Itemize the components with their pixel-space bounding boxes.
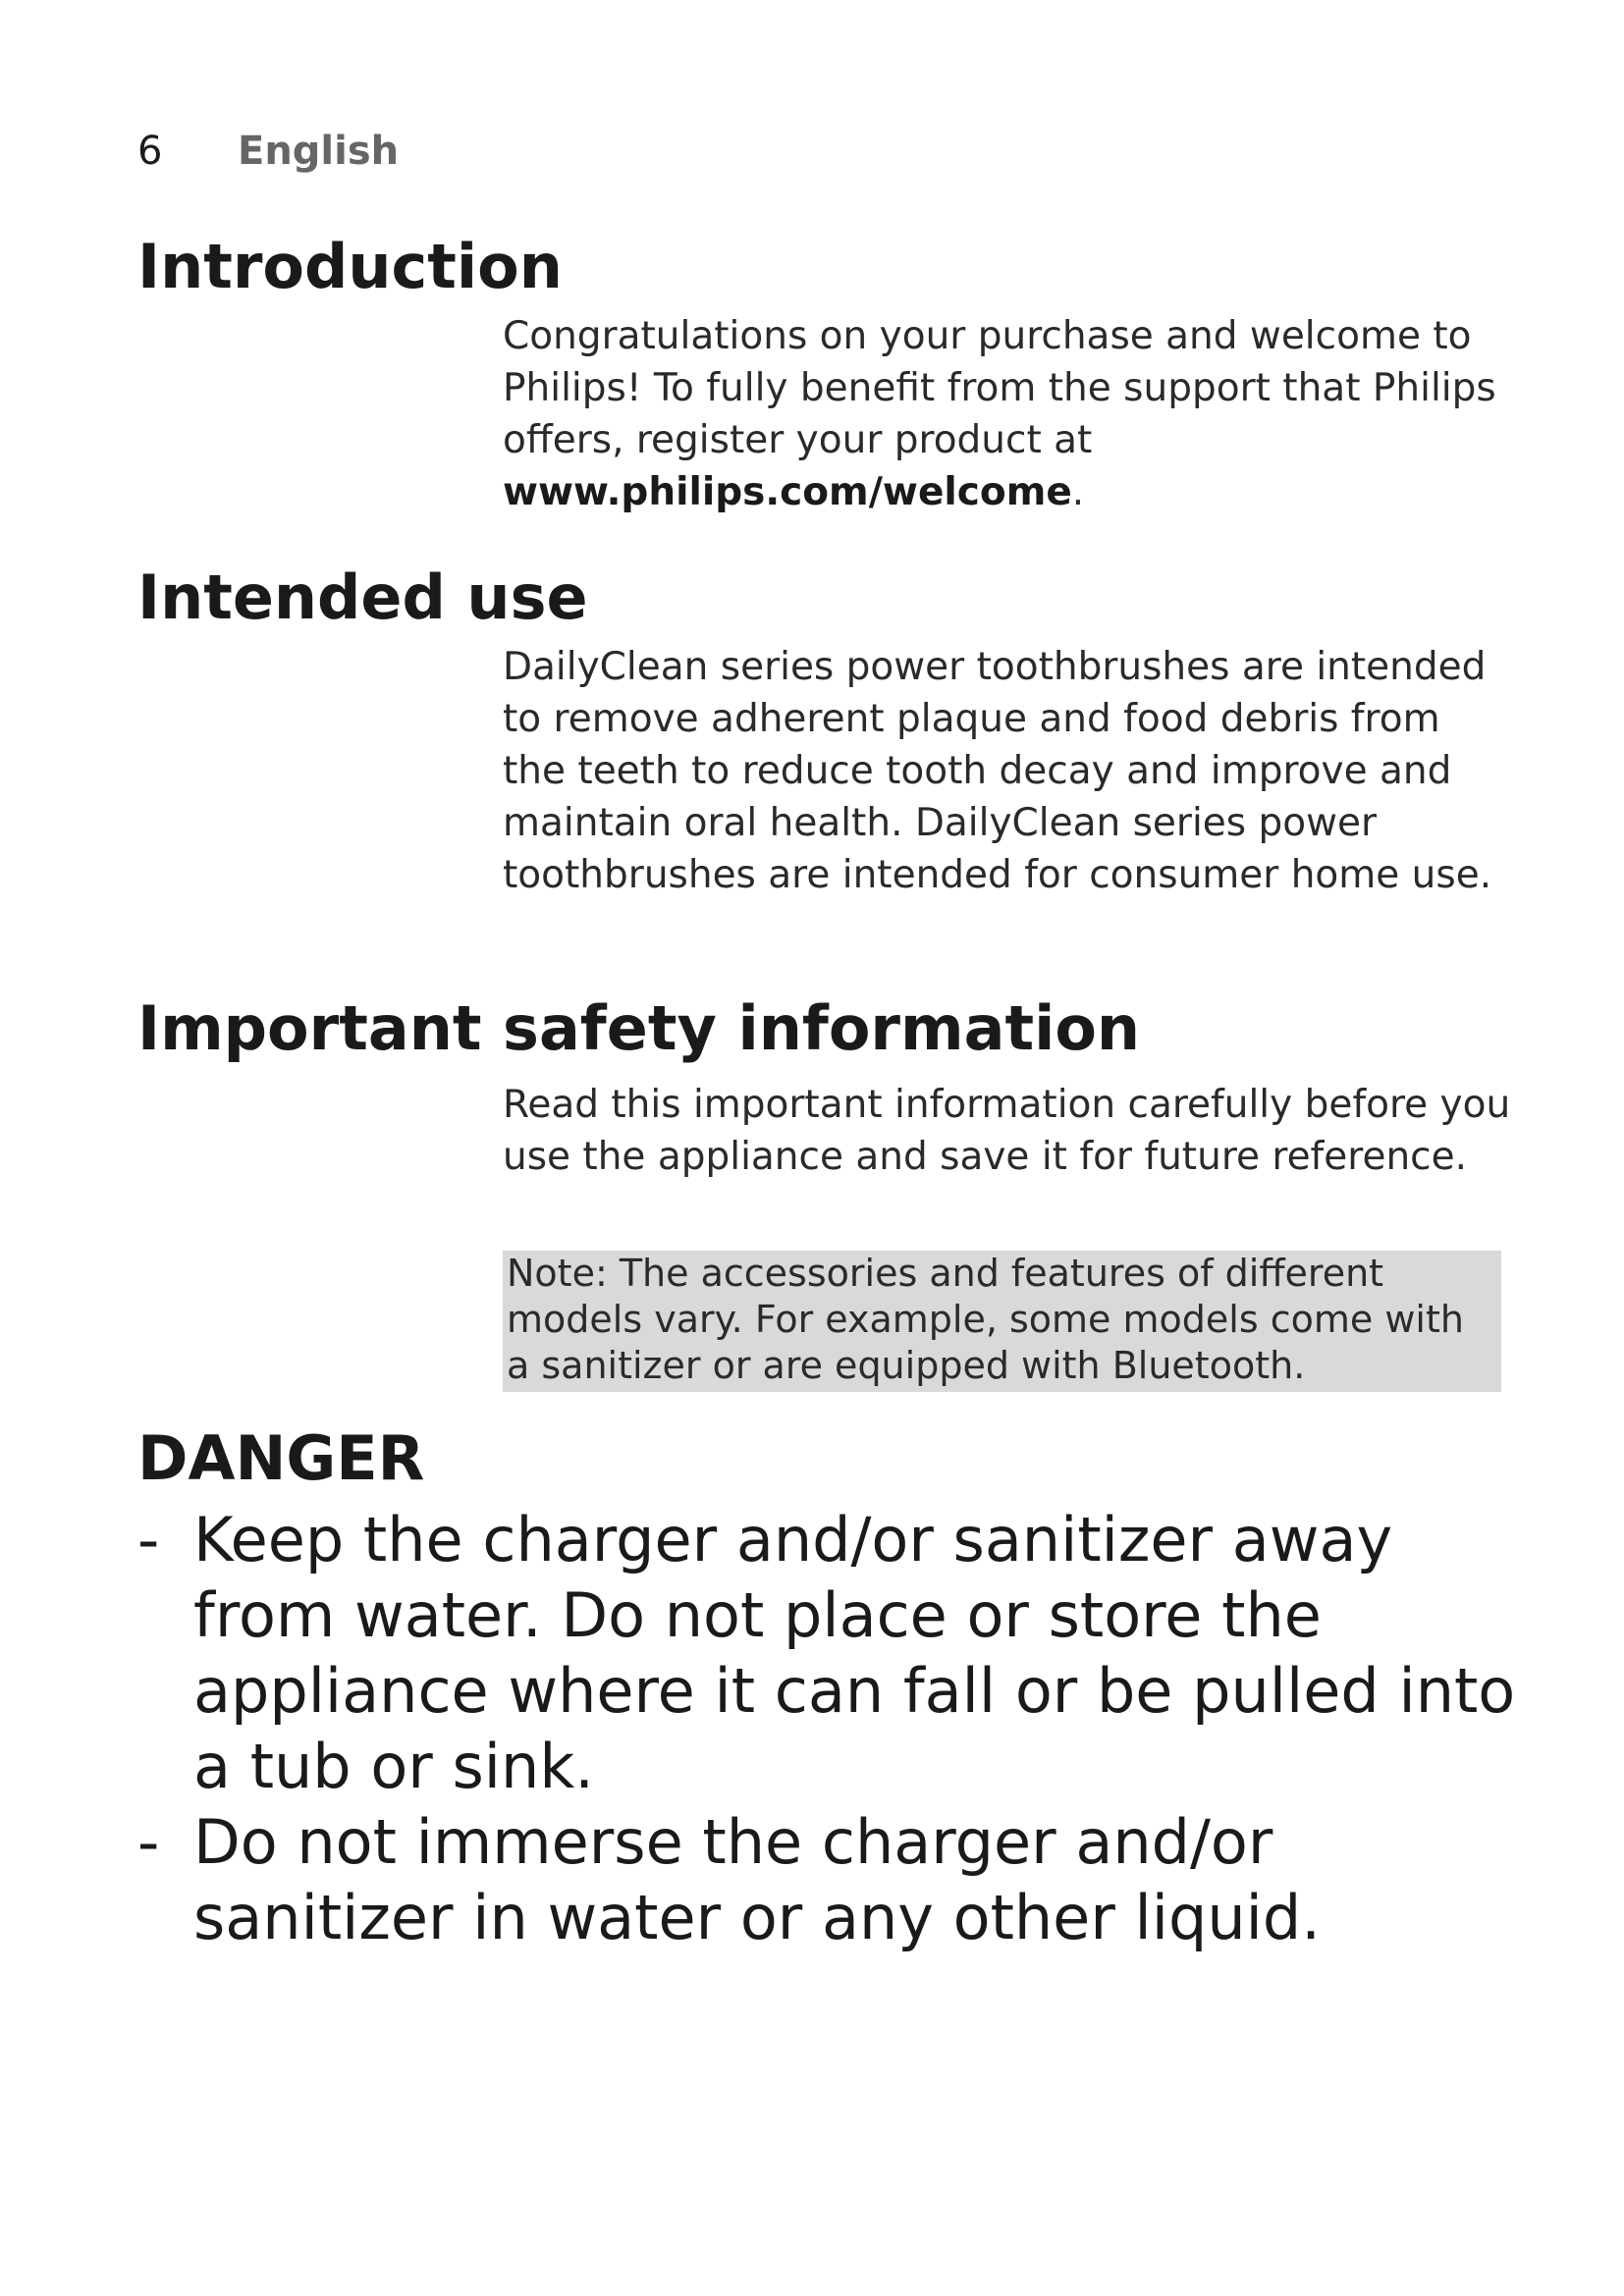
page-header: [137, 126, 399, 177]
introduction-body: Congratulations on your purchase and welcome to Philips! To fully benefit from the support that Philips offers, register your product at: [503, 314, 1496, 462]
link-period: .: [1071, 470, 1085, 514]
language-label: English: [238, 129, 400, 174]
danger-item-text: Keep the charger and/or sanitizer away from water. Do not place or store the appliance where it can fall or be pulled into a tub or sink.: [193, 1504, 1516, 1802]
page-number: 6: [137, 129, 163, 174]
list-dash: -: [137, 1806, 160, 1878]
intended-use-text: DailyClean series power toothbrushes are intended to remove adherent plaque and food debris from the teeth to reduce tooth decay and improve and maintain oral health. DailyClean series power toothbrushes are intended for consumer home use.: [503, 645, 1492, 897]
danger-item: [137, 1502, 1532, 1804]
danger-item: [137, 1804, 1532, 1955]
danger-list: [137, 1502, 1532, 1955]
note-box: Note: The accessories and features of different models vary. For example, some models come with a sanitizer or are equipped with Bluetooth.: [503, 1251, 1501, 1392]
intended-use-heading: Intended use: [137, 561, 588, 633]
list-dash: -: [137, 1504, 160, 1575]
introduction-heading: Introduction: [137, 231, 563, 302]
danger-heading: DANGER: [137, 1422, 425, 1494]
safety-text: Read this important information carefully before you use the appliance and save it for future reference.: [503, 1083, 1511, 1179]
welcome-link[interactable]: www.philips.com/welcome: [503, 470, 1072, 514]
introduction-text: [503, 310, 1514, 518]
safety-heading: Important safety information: [137, 992, 1141, 1064]
danger-item-text: Do not immerse the charger and/or sanitizer in water or any other liquid.: [193, 1806, 1321, 1953]
